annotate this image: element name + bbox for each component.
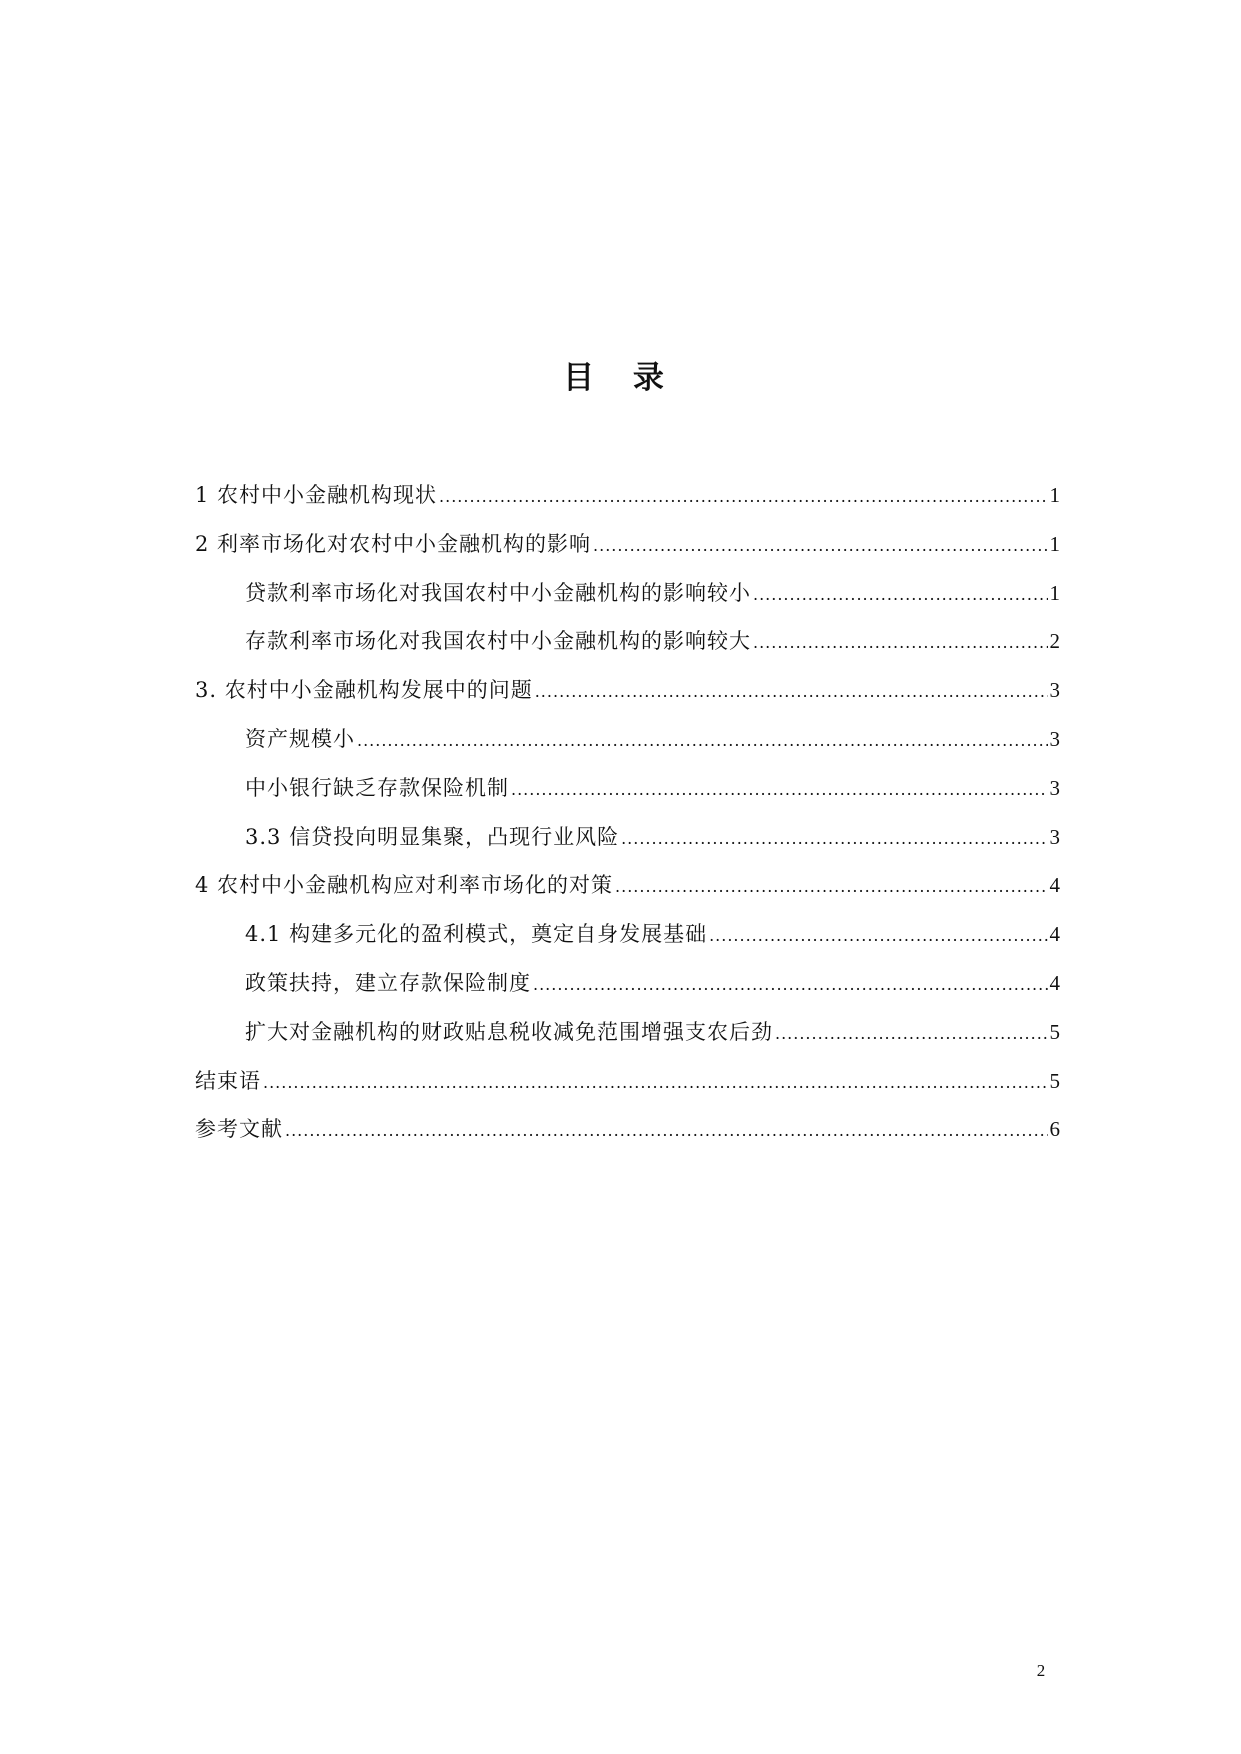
- toc-entry-title: 3.3 信贷投向明显集聚，凸现行业风险: [245, 824, 620, 849]
- toc-entry-title: 存款利率市场化对我国农村中小金融机构的影响较大: [245, 629, 751, 654]
- toc-entry-page: 3: [1049, 726, 1060, 751]
- toc-dot-leader: [533, 970, 1048, 1000]
- toc-subentry[interactable]: [195, 773, 1060, 822]
- toc-entry-page: 3: [1049, 824, 1060, 849]
- toc-entry-page: 1: [1049, 483, 1060, 507]
- toc-entry-page: 6: [1049, 1117, 1060, 1142]
- toc-entry[interactable]: [195, 480, 1060, 529]
- toc-entry-page: 5: [1049, 1068, 1060, 1093]
- toc-dot-leader: [753, 628, 1048, 658]
- toc-dot-leader: [535, 677, 1048, 707]
- toc-dot-leader: [511, 775, 1048, 805]
- toc-entry-page: 5: [1049, 1019, 1060, 1044]
- toc-entry-title: 结束语: [195, 1068, 261, 1093]
- toc-entry-page: 3: [1049, 678, 1060, 703]
- toc-entry-title: 贷款利率市场化对我国农村中小金融机构的影响较小: [245, 580, 751, 605]
- toc-entry-page: 1: [1049, 580, 1060, 605]
- page-number: 2: [1036, 1661, 1046, 1680]
- toc-entry-title: 中小银行缺乏存款保险机制: [245, 775, 509, 800]
- page-title: 目 录: [563, 360, 678, 396]
- toc-subentry[interactable]: [195, 626, 1060, 675]
- toc-dot-leader: [439, 482, 1047, 512]
- toc-entry-page: 1: [1049, 531, 1060, 556]
- toc-entry-title: 资产规模小: [245, 726, 355, 751]
- toc-dot-leader: [593, 531, 1047, 561]
- toc-dot-leader: [285, 1116, 1048, 1146]
- toc-entry-title: 政策扶持，建立存款保险制度: [245, 970, 531, 995]
- table-of-contents: [195, 480, 1060, 1163]
- toc-entry-page: 2: [1049, 629, 1060, 654]
- toc-dot-leader: [263, 1068, 1048, 1098]
- toc-subentry[interactable]: [195, 1017, 1060, 1066]
- toc-entry-page: 4: [1049, 922, 1060, 947]
- toc-entry[interactable]: [195, 1066, 1060, 1115]
- toc-dot-leader: [357, 726, 1048, 756]
- toc-subentry[interactable]: [195, 822, 1060, 871]
- toc-entry-title: 4 农村中小金融机构应对利率市场化的对策: [195, 873, 614, 898]
- toc-entry-title: 4.1 构建多元化的盈利模式，奠定自身发展基础: [245, 922, 708, 947]
- toc-dot-leader: [775, 1019, 1048, 1049]
- toc-entry-title: 3. 农村中小金融机构发展中的问题: [195, 678, 533, 703]
- toc-subentry[interactable]: [195, 578, 1060, 627]
- toc-dot-leader: [709, 921, 1047, 951]
- toc-subentry[interactable]: [195, 724, 1060, 773]
- toc-entry-title: 2 利率市场化对农村中小金融机构的影响: [195, 531, 592, 556]
- toc-entry-title: 参考文献: [195, 1117, 283, 1142]
- toc-entry[interactable]: [195, 1114, 1060, 1163]
- toc-entry-page: 4: [1049, 873, 1060, 898]
- toc-entry-title: 1 农村中小金融机构现状: [195, 483, 438, 507]
- toc-dot-leader: [615, 872, 1047, 902]
- toc-subentry[interactable]: [195, 919, 1060, 968]
- toc-entry[interactable]: [195, 529, 1060, 578]
- toc-dot-leader: [621, 824, 1047, 854]
- toc-entry-page: 4: [1049, 970, 1060, 995]
- toc-entry[interactable]: [195, 870, 1060, 919]
- toc-subentry[interactable]: [195, 968, 1060, 1017]
- toc-entry-title: 扩大对金融机构的财政贴息税收减免范围增强支农后劲: [245, 1019, 773, 1044]
- toc-entry-page: 3: [1049, 775, 1060, 800]
- toc-dot-leader: [753, 580, 1048, 610]
- toc-entry[interactable]: [195, 675, 1060, 724]
